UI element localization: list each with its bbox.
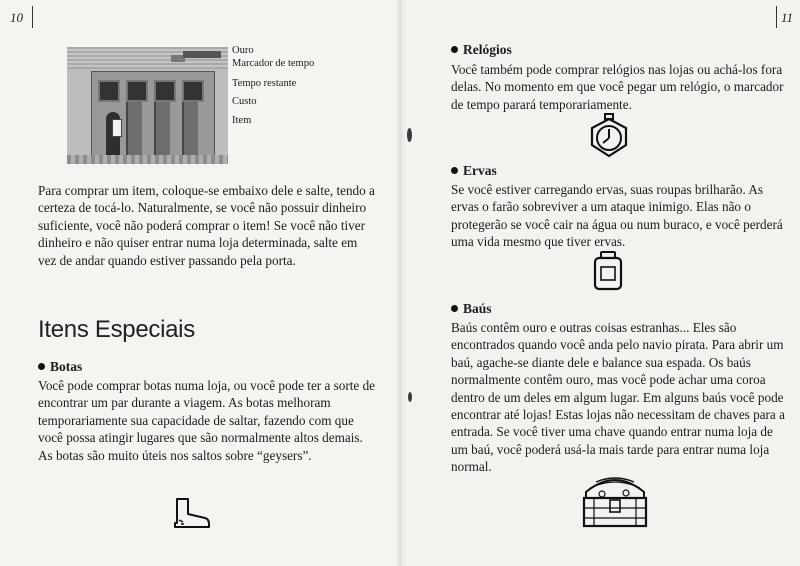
clocks-heading: [451, 42, 512, 58]
herbs-heading: [451, 163, 497, 179]
boots-paragraph: Você pode comprar botas numa loja, ou você pode ter a sorte de encontrar um par durante a viagem. As botas melhoram temporariamente sua capacidade de saltar, fazendo com que você possa atingir lugares que são normalmente altos demais. As botas são muito úteis nos saltos sobre “geysers”.: [38, 378, 376, 463]
chests-heading-text: Baús: [463, 301, 492, 316]
page-number-rule: [32, 6, 33, 28]
page-fold: [396, 0, 406, 566]
chests-paragraph: Baús contêm ouro e outras coisas estranhas... Eles são encontrados quando você anda pelo navio pirata. Para abrir um baú, agache-se diante dele e balance sua espada. Os baús normalmente contêm ouro, mas você pode achar uma coroa dentro de um deles em algum lugar. Em alguns baús você pode encontrar até lojas! Estas lojas não necessitam de chaves para a entrada. Se você tiver uma chave quando entrar numa loja de um baú, você poderá usá-la mais tarde para entrar numa loja normal.: [451, 320, 785, 475]
label-ouro: Ouro: [232, 45, 254, 56]
boots-heading: [38, 359, 82, 375]
bullet-icon: [451, 46, 458, 53]
section-title: Itens Especiais: [38, 316, 195, 343]
boot-icon: [172, 497, 212, 531]
herbs-paragraph: Se você estiver carregando ervas, suas roupas brilharão. As ervas o farão sobreviver a um ataque inimigo. Elas não o protegerão se você cair na água ou num buraco, e você perderá uma vida mesmo que tiver ervas.: [451, 182, 783, 250]
label-tempo-restante: Tempo restante: [232, 78, 297, 89]
label-marcador-de-tempo: Marcador de tempo: [232, 58, 315, 69]
binding-mark: [407, 128, 412, 142]
chests-heading: [451, 301, 492, 317]
label-custo: Custo: [232, 96, 257, 107]
herbs-heading-text: Ervas: [463, 163, 497, 178]
page-number: 11: [781, 10, 794, 25]
game-screenshot: [67, 47, 228, 164]
binding-mark: [408, 392, 412, 402]
page-number: 10: [10, 10, 23, 25]
bullet-icon: [451, 167, 458, 174]
label-item: Item: [232, 115, 252, 126]
page-number-rule: [776, 6, 777, 28]
clocks-heading-text: Relógios: [463, 42, 512, 57]
intro-paragraph: Para comprar um item, coloque-se embaixo dele e salte, tendo a certeza de tocá-lo. Naturalmente, se você não possuir dinheiro suficiente, você não poderá comprar o item! Se você não tiver dinheiro e não quiser entrar numa loja determinada, salte em vez de andar quando estiver passando pela porta.: [38, 183, 375, 268]
bullet-icon: [451, 305, 458, 312]
clocks-paragraph: Você também pode comprar relógios nas lojas ou achá-los fora delas. No momento em que você pegar um relógio, o marcador de tempo parará temporariamente.: [451, 62, 784, 112]
bullet-icon: [38, 363, 45, 370]
treasure-chest-icon: [576, 470, 654, 530]
herb-jar-icon: [592, 250, 624, 292]
stopwatch-icon: [588, 113, 630, 159]
boots-heading-text: Botas: [50, 359, 83, 374]
